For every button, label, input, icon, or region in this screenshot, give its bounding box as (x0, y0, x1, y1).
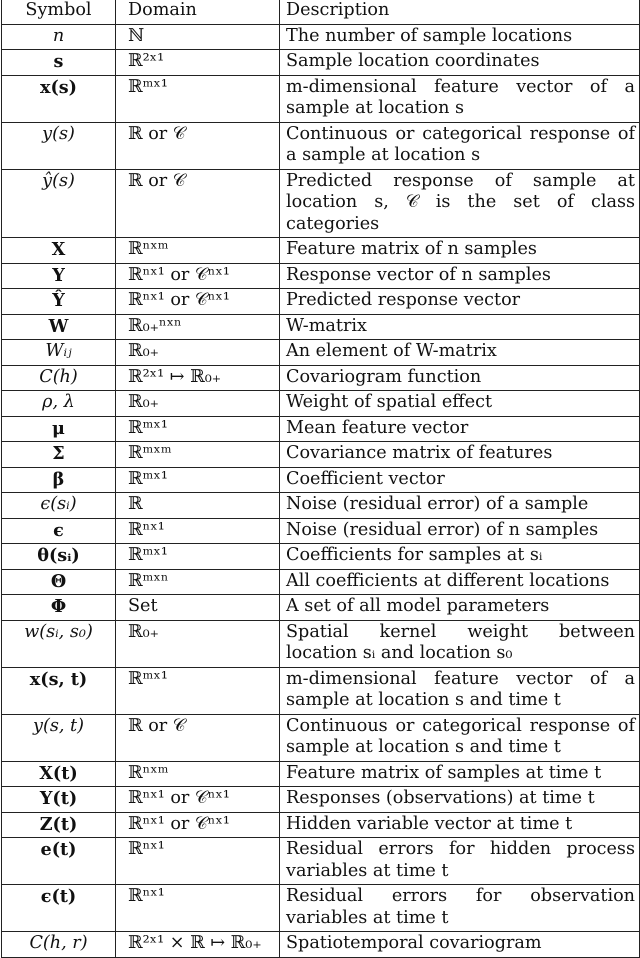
table-row (2, 263, 640, 289)
domain-cell: ℝᵐˣ¹ (116, 75, 280, 122)
symbol-cell: Φ (2, 595, 116, 621)
symbol-cell: X(t) (2, 761, 116, 787)
symbol-cell: θ(sᵢ) (2, 544, 116, 570)
description-cell: Covariance matrix of features (280, 442, 640, 468)
description-cell: Hidden variable vector at time t (280, 812, 640, 838)
description-cell: Predicted response of sample at location s, 𝒞 is the set of class categories (280, 169, 640, 238)
domain-cell: ℝᵐˣ¹ (116, 667, 280, 714)
table-row (2, 518, 640, 544)
symbol-cell: w(sᵢ, s₀) (2, 620, 116, 667)
table-row (2, 569, 640, 595)
symbol-cell: s (2, 50, 116, 76)
domain-cell: ℝⁿˣ¹ (116, 518, 280, 544)
symbol-cell: Z(t) (2, 812, 116, 838)
description-cell: Coefficients for samples at sᵢ (280, 544, 640, 570)
domain-cell: ℝ or 𝒞 (116, 714, 280, 761)
table-row (2, 620, 640, 667)
description-cell: Coefficient vector (280, 467, 640, 493)
description-cell: W-matrix (280, 314, 640, 340)
domain-cell: ℝᵐˣ¹ (116, 544, 280, 570)
table-row (2, 340, 640, 366)
symbol-cell: ρ, λ (2, 391, 116, 417)
symbol-cell: ϵ (2, 518, 116, 544)
symbol-cell: e(t) (2, 838, 116, 885)
symbol-cell: W (2, 314, 116, 340)
domain-cell: ℝᵐˣᵐ (116, 442, 280, 468)
description-cell: An element of W-matrix (280, 340, 640, 366)
domain-cell: ℝ or 𝒞 (116, 169, 280, 238)
domain-cell: ℝⁿˣ¹ or 𝒞ⁿˣ¹ (116, 289, 280, 315)
table-row (2, 787, 640, 813)
symbol-cell: x(s) (2, 75, 116, 122)
symbol-cell: ŷ(s) (2, 169, 116, 238)
domain-cell: ℝ or 𝒞 (116, 122, 280, 169)
symbol-cell: Θ (2, 569, 116, 595)
description-cell: Spatiotemporal covariogram (280, 932, 640, 958)
description-cell: Spatial kernel weight between location sᵢ and location s₀ (280, 620, 640, 667)
symbol-cell: y(s, t) (2, 714, 116, 761)
domain-cell: ℝ₀₊ (116, 340, 280, 366)
header-description: Description (280, 0, 640, 24)
table-row (2, 314, 640, 340)
table-row (2, 493, 640, 519)
symbol-cell: C(h) (2, 365, 116, 391)
description-cell: m-dimensional feature vector of a sample at location s and time t (280, 667, 640, 714)
domain-cell: ℝᵐˣ¹ (116, 416, 280, 442)
description-cell: Feature matrix of samples at time t (280, 761, 640, 787)
domain-cell: ℝⁿˣ¹ (116, 885, 280, 932)
table-row (2, 75, 640, 122)
domain-cell: ℝ₀₊ (116, 391, 280, 417)
domain-cell: ℝⁿˣ¹ (116, 838, 280, 885)
table-row (2, 714, 640, 761)
notation-table-container (1, 0, 639, 958)
description-cell: Responses (observations) at time t (280, 787, 640, 813)
description-cell: Residual errors for observation variables at time t (280, 885, 640, 932)
table-row (2, 365, 640, 391)
symbol-cell: β (2, 467, 116, 493)
table-row (2, 50, 640, 76)
description-cell: Continuous or categorical response of sample at location s and time t (280, 714, 640, 761)
table-row (2, 932, 640, 958)
symbol-cell: μ (2, 416, 116, 442)
notation-table (1, 0, 640, 958)
description-cell: m-dimensional feature vector of a sample at location s (280, 75, 640, 122)
description-cell: Noise (residual error) of a sample (280, 493, 640, 519)
description-cell: Feature matrix of n samples (280, 238, 640, 264)
description-cell: Covariogram function (280, 365, 640, 391)
table-row (2, 24, 640, 50)
domain-cell: ℝ²ˣ¹ ↦ ℝ₀₊ (116, 365, 280, 391)
symbol-cell: Σ (2, 442, 116, 468)
domain-cell: ℝⁿˣ¹ or 𝒞ⁿˣ¹ (116, 263, 280, 289)
symbol-cell: Y (2, 263, 116, 289)
table-row (2, 595, 640, 621)
description-cell: Mean feature vector (280, 416, 640, 442)
table-row (2, 885, 640, 932)
description-cell: A set of all model parameters (280, 595, 640, 621)
table-body (2, 24, 640, 957)
table-row (2, 122, 640, 169)
table-row (2, 467, 640, 493)
table-row (2, 169, 640, 238)
symbol-cell: Wᵢⱼ (2, 340, 116, 366)
description-cell: The number of sample locations (280, 24, 640, 50)
table-row (2, 544, 640, 570)
description-cell: All coefficients at different locations (280, 569, 640, 595)
domain-cell: Set (116, 595, 280, 621)
domain-cell: ℝ²ˣ¹ (116, 50, 280, 76)
domain-cell: ℝⁿˣ¹ or 𝒞ⁿˣ¹ (116, 787, 280, 813)
domain-cell: ℝⁿˣ¹ or 𝒞ⁿˣ¹ (116, 812, 280, 838)
description-cell: Noise (residual error) of n samples (280, 518, 640, 544)
table-row (2, 289, 640, 315)
header-domain: Domain (116, 0, 280, 24)
symbol-cell: X (2, 238, 116, 264)
description-cell: Sample location coordinates (280, 50, 640, 76)
domain-cell: ℝᵐˣⁿ (116, 569, 280, 595)
domain-cell: ℝ (116, 493, 280, 519)
symbol-cell: x(s, t) (2, 667, 116, 714)
domain-cell: ℕ (116, 24, 280, 50)
table-row (2, 238, 640, 264)
domain-cell: ℝᵐˣ¹ (116, 467, 280, 493)
description-cell: Weight of spatial effect (280, 391, 640, 417)
header-symbol: Symbol (2, 0, 116, 24)
table-row (2, 391, 640, 417)
domain-cell: ℝ₀₊ (116, 620, 280, 667)
table-row (2, 838, 640, 885)
description-cell: Continuous or categorical response of a sample at location s (280, 122, 640, 169)
table-row (2, 812, 640, 838)
symbol-cell: y(s) (2, 122, 116, 169)
domain-cell: ℝ₀₊ⁿˣⁿ (116, 314, 280, 340)
description-cell: Response vector of n samples (280, 263, 640, 289)
table-row (2, 416, 640, 442)
symbol-cell: C(h, r) (2, 932, 116, 958)
table-row (2, 761, 640, 787)
domain-cell: ℝⁿˣᵐ (116, 238, 280, 264)
domain-cell: ℝ²ˣ¹ × ℝ ↦ ℝ₀₊ (116, 932, 280, 958)
domain-cell: ℝⁿˣᵐ (116, 761, 280, 787)
symbol-cell: ϵ(sᵢ) (2, 493, 116, 519)
symbol-cell: ϵ(t) (2, 885, 116, 932)
table-row (2, 667, 640, 714)
header-row (2, 0, 640, 24)
table-row (2, 442, 640, 468)
description-cell: Residual errors for hidden process variables at time t (280, 838, 640, 885)
symbol-cell: Ŷ (2, 289, 116, 315)
symbol-cell: n (2, 24, 116, 50)
symbol-cell: Y(t) (2, 787, 116, 813)
description-cell: Predicted response vector (280, 289, 640, 315)
